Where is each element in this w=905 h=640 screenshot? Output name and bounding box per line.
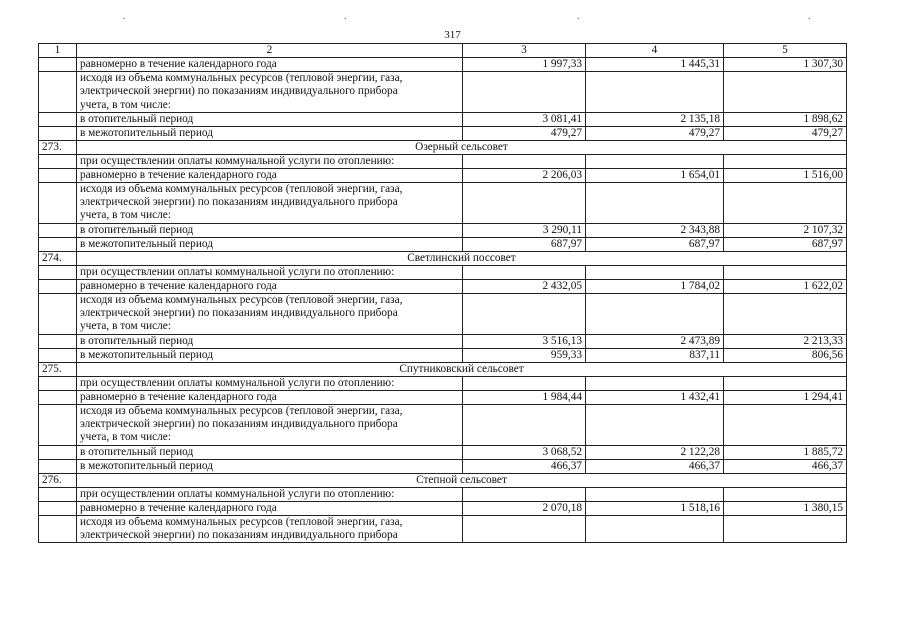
row-label: при осуществлении оплаты коммунальной услуги по отоплению: bbox=[77, 265, 463, 279]
empty-cell bbox=[39, 72, 77, 113]
row-label: в межотопительный период bbox=[77, 348, 463, 362]
label-line: электрической энергии) по показаниям индивидуального прибора bbox=[80, 85, 398, 98]
label-line: исходя из объема коммунальных ресурсов (тепловой энергии, газа, bbox=[80, 72, 403, 84]
empty-cell bbox=[463, 154, 586, 168]
scan-mark: . bbox=[123, 11, 126, 22]
label-line: учета, в том числе: bbox=[80, 320, 171, 333]
row-label: в отопительный период bbox=[77, 112, 463, 126]
row-label: равномерно в течение календарного года bbox=[77, 279, 463, 293]
row-label: в отопительный период bbox=[77, 223, 463, 237]
label-line: учета, в том числе: bbox=[80, 431, 171, 444]
empty-cell bbox=[586, 515, 724, 543]
value-cell: 3 068,52 bbox=[463, 445, 586, 459]
empty-cell bbox=[39, 154, 77, 168]
empty-cell bbox=[39, 445, 77, 459]
scan-mark: . bbox=[344, 11, 347, 22]
value-cell: 2 122,28 bbox=[586, 445, 724, 459]
label-line: электрической энергии) по показаниям индивидуального прибора bbox=[80, 417, 398, 430]
row-label: равномерно в течение календарного года bbox=[77, 58, 463, 72]
empty-cell bbox=[39, 404, 77, 445]
value-cell: 3 516,13 bbox=[463, 334, 586, 348]
empty-cell bbox=[39, 112, 77, 126]
value-cell: 479,27 bbox=[463, 126, 586, 140]
row-label: при осуществлении оплаты коммунальной услуги по отоплению: bbox=[77, 487, 463, 501]
section-row bbox=[39, 362, 847, 376]
row-label: равномерно в течение календарного года bbox=[77, 168, 463, 182]
value-cell: 837,11 bbox=[586, 348, 724, 362]
value-cell: 479,27 bbox=[724, 126, 847, 140]
label-line: исходя из объема коммунальных ресурсов (тепловой энергии, газа, bbox=[80, 515, 403, 528]
value-cell: 3 081,41 bbox=[463, 112, 586, 126]
section-number: 273. bbox=[39, 140, 77, 154]
value-cell: 1 997,33 bbox=[463, 58, 586, 72]
label-line: электрической энергии) по показаниям индивидуального прибора bbox=[80, 528, 398, 541]
empty-cell bbox=[39, 501, 77, 515]
empty-cell bbox=[39, 265, 77, 279]
text-row bbox=[39, 376, 847, 390]
row-label-multiline bbox=[77, 404, 463, 445]
empty-cell bbox=[724, 376, 847, 390]
row-label-multiline bbox=[77, 72, 463, 113]
data-row bbox=[39, 501, 847, 515]
row-label-multiline bbox=[77, 182, 463, 223]
value-cell: 479,27 bbox=[586, 126, 724, 140]
value-cell: 2 432,05 bbox=[463, 279, 586, 293]
value-cell: 1 294,41 bbox=[724, 390, 847, 404]
data-row bbox=[39, 390, 847, 404]
empty-cell bbox=[586, 487, 724, 501]
page-number: 317 bbox=[444, 29, 461, 41]
section-title: Спутниковский сельсовет bbox=[77, 362, 847, 376]
label-line: учета, в том числе: bbox=[80, 98, 171, 111]
empty-cell bbox=[39, 515, 77, 543]
text-row bbox=[39, 265, 847, 279]
empty-cell bbox=[724, 293, 847, 334]
empty-cell bbox=[724, 265, 847, 279]
data-row bbox=[39, 168, 847, 182]
empty-cell bbox=[39, 376, 77, 390]
empty-cell bbox=[463, 293, 586, 334]
empty-cell bbox=[586, 376, 724, 390]
empty-cell bbox=[39, 237, 77, 251]
value-cell: 2 107,32 bbox=[724, 223, 847, 237]
value-cell: 1 380,15 bbox=[724, 501, 847, 515]
empty-cell bbox=[39, 223, 77, 237]
row-label-multiline bbox=[77, 515, 463, 543]
header-cell: 5 bbox=[724, 44, 847, 58]
empty-cell bbox=[39, 390, 77, 404]
value-cell: 466,37 bbox=[463, 459, 586, 473]
label-line: учета, в том числе: bbox=[80, 209, 171, 222]
multiline-row bbox=[39, 404, 847, 445]
value-cell: 687,97 bbox=[586, 237, 724, 251]
empty-cell bbox=[724, 182, 847, 223]
data-row bbox=[39, 279, 847, 293]
multiline-row bbox=[39, 293, 847, 334]
empty-cell bbox=[724, 404, 847, 445]
empty-cell bbox=[724, 72, 847, 113]
row-label: в отопительный период bbox=[77, 334, 463, 348]
empty-cell bbox=[39, 182, 77, 223]
value-cell: 806,56 bbox=[724, 348, 847, 362]
value-cell: 1 984,44 bbox=[463, 390, 586, 404]
section-number: 274. bbox=[39, 251, 77, 265]
empty-cell bbox=[39, 334, 77, 348]
data-row bbox=[39, 58, 847, 72]
value-cell: 1 516,00 bbox=[724, 168, 847, 182]
empty-cell bbox=[586, 72, 724, 113]
value-cell: 1 622,02 bbox=[724, 279, 847, 293]
empty-cell bbox=[463, 487, 586, 501]
empty-cell bbox=[586, 265, 724, 279]
empty-cell bbox=[724, 515, 847, 543]
empty-cell bbox=[39, 459, 77, 473]
data-row bbox=[39, 223, 847, 237]
value-cell: 1 885,72 bbox=[724, 445, 847, 459]
value-cell: 687,97 bbox=[463, 237, 586, 251]
text-row bbox=[39, 487, 847, 501]
value-cell: 1 898,62 bbox=[724, 112, 847, 126]
multiline-row bbox=[39, 182, 847, 223]
empty-cell bbox=[463, 265, 586, 279]
label-line: исходя из объема коммунальных ресурсов (тепловой энергии, газа, bbox=[80, 293, 403, 306]
value-cell: 2 343,88 bbox=[586, 223, 724, 237]
empty-cell bbox=[39, 279, 77, 293]
section-row bbox=[39, 140, 847, 154]
empty-cell bbox=[463, 376, 586, 390]
empty-cell bbox=[586, 404, 724, 445]
row-label: при осуществлении оплаты коммунальной услуги по отоплению: bbox=[77, 376, 463, 390]
row-label: равномерно в течение календарного года bbox=[77, 390, 463, 404]
scan-mark: . bbox=[808, 11, 811, 22]
row-label: в межотопительный период bbox=[77, 126, 463, 140]
header-row bbox=[39, 44, 847, 58]
value-cell: 1 307,30 bbox=[724, 58, 847, 72]
label-line: исходя из объема коммунальных ресурсов (тепловой энергии, газа, bbox=[80, 404, 403, 417]
empty-cell bbox=[463, 515, 586, 543]
label-line: электрической энергии) по показаниям индивидуального прибора bbox=[80, 196, 398, 209]
value-cell: 1 432,41 bbox=[586, 390, 724, 404]
empty-cell bbox=[724, 154, 847, 168]
row-label-multiline bbox=[77, 293, 463, 334]
section-row bbox=[39, 473, 847, 487]
section-title: Степной сельсовет bbox=[77, 473, 847, 487]
empty-cell bbox=[724, 487, 847, 501]
label-line: исходя из объема коммунальных ресурсов (тепловой энергии, газа, bbox=[80, 182, 403, 195]
section-title: Светлинский поссовет bbox=[77, 251, 847, 265]
data-row bbox=[39, 334, 847, 348]
empty-cell bbox=[586, 293, 724, 334]
header-cell: 3 bbox=[463, 44, 586, 58]
empty-cell bbox=[463, 72, 586, 113]
empty-cell bbox=[586, 182, 724, 223]
header-cell: 4 bbox=[586, 44, 724, 58]
multiline-row bbox=[39, 515, 847, 543]
value-cell: 466,37 bbox=[586, 459, 724, 473]
empty-cell bbox=[39, 58, 77, 72]
row-label: равномерно в течение календарного года bbox=[77, 501, 463, 515]
text-row bbox=[39, 154, 847, 168]
empty-cell bbox=[463, 182, 586, 223]
scan-mark: . bbox=[577, 11, 580, 22]
value-cell: 2 473,89 bbox=[586, 334, 724, 348]
data-row bbox=[39, 459, 847, 473]
label-line: электрической энергии) по показаниям индивидуального прибора bbox=[80, 307, 398, 320]
row-label: в межотопительный период bbox=[77, 459, 463, 473]
value-cell: 3 290,11 bbox=[463, 223, 586, 237]
value-cell: 1 518,16 bbox=[586, 501, 724, 515]
data-row bbox=[39, 348, 847, 362]
section-title: Озерный сельсовет bbox=[77, 140, 847, 154]
empty-cell bbox=[39, 168, 77, 182]
empty-cell bbox=[39, 126, 77, 140]
section-row bbox=[39, 251, 847, 265]
data-row bbox=[39, 112, 847, 126]
value-cell: 2 070,18 bbox=[463, 501, 586, 515]
data-row bbox=[39, 237, 847, 251]
section-number: 275. bbox=[39, 362, 77, 376]
data-row bbox=[39, 445, 847, 459]
row-label: в межотопительный период bbox=[77, 237, 463, 251]
multiline-row bbox=[39, 72, 847, 113]
value-cell: 466,37 bbox=[724, 459, 847, 473]
value-cell: 2 135,18 bbox=[586, 112, 724, 126]
row-label: в отопительный период bbox=[77, 445, 463, 459]
empty-cell bbox=[39, 293, 77, 334]
value-cell: 2 206,03 bbox=[463, 168, 586, 182]
value-cell: 1 445,31 bbox=[586, 58, 724, 72]
empty-cell bbox=[463, 404, 586, 445]
header-cell: 1 bbox=[39, 44, 77, 58]
value-cell: 687,97 bbox=[724, 237, 847, 251]
value-cell: 1 784,02 bbox=[586, 279, 724, 293]
empty-cell bbox=[586, 154, 724, 168]
section-number: 276. bbox=[39, 473, 77, 487]
value-cell: 1 654,01 bbox=[586, 168, 724, 182]
empty-cell bbox=[39, 487, 77, 501]
data-row bbox=[39, 126, 847, 140]
header-cell: 2 bbox=[77, 44, 463, 58]
tariff-table bbox=[38, 43, 847, 543]
row-label: при осуществлении оплаты коммунальной услуги по отоплению: bbox=[77, 154, 463, 168]
empty-cell bbox=[39, 348, 77, 362]
value-cell: 2 213,33 bbox=[724, 334, 847, 348]
value-cell: 959,33 bbox=[463, 348, 586, 362]
